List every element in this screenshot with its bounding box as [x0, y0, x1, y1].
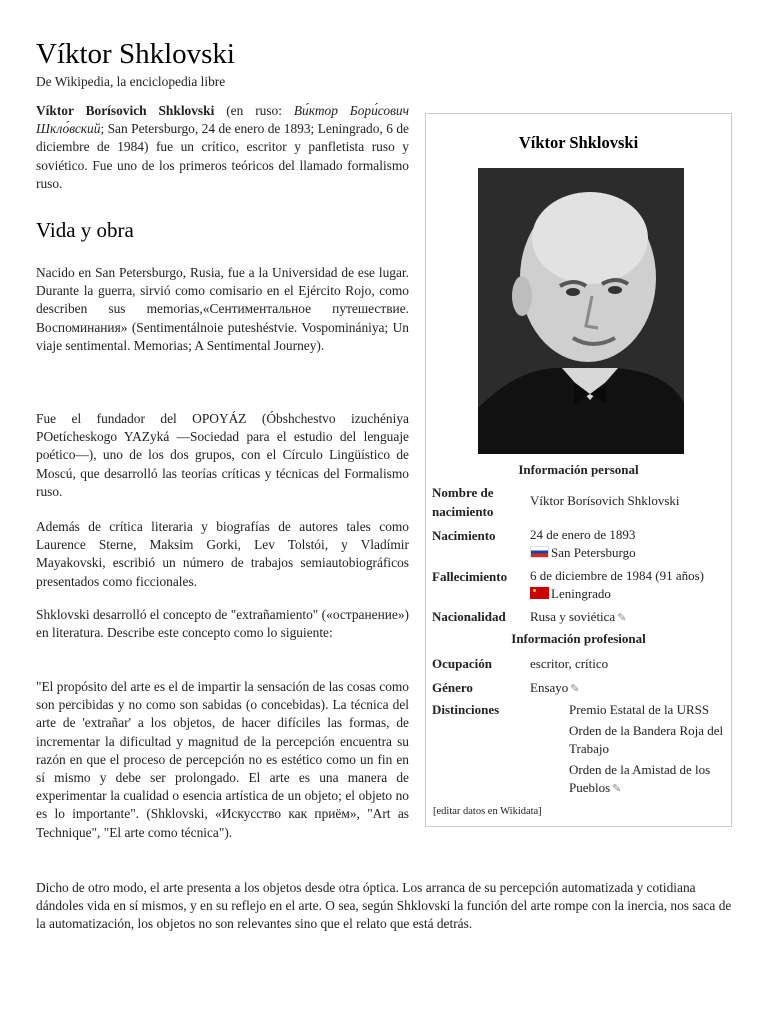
intro-lang-prefix: (en ruso: [214, 103, 294, 118]
award-text[interactable]: Orden de la Amistad de los Pueblos [569, 762, 711, 795]
label-occupation: Ocupación [432, 656, 492, 671]
label-genre: Género [432, 680, 473, 695]
infobox-section-professional: Información profesional [511, 631, 646, 646]
value-birth [530, 526, 726, 562]
pencil-icon[interactable]: ✎ [617, 612, 627, 624]
label-death: Fallecimiento [432, 569, 508, 584]
quote-paragraph: "El propósito del arte es el de impartir la sensación de las cosas como son percibidas y no como son sabidas (o concebidas). La técnica del arte de 'extrañar' a los objetos, de hacer difíciles las formas, de incrementar la dificultad y magnitud de la percepción encuentra su razón en que el proceso de percepción no es estético como un fin en sí mismo y debe ser prolongado. El arte es una manera de experimentar la cualidad o esencia artística de un objeto; el objeto no es lo importante". (Shklovski, «Искусство как приём», "Art as Technique", "El arte como técnica"). [36, 679, 409, 840]
birth-date[interactable]: 24 de enero de 1893 [530, 527, 636, 542]
edit-wikidata-link[interactable]: [editar datos en Wikidata] [433, 806, 542, 817]
portrait-photo-icon [478, 168, 684, 454]
nationality-text[interactable]: Rusa y soviética [530, 609, 616, 624]
intro-subject-name: Víktor Borísovich Shklovski [36, 103, 215, 118]
death-place-row [530, 585, 726, 603]
paragraph-4: Shklovski desarrolló el concepto de "extrañamiento" («остранение») en literatura. Describe este concepto como lo siguiente: [36, 607, 409, 641]
birth-place-row [530, 544, 726, 562]
label-nationality: Nacionalidad [432, 609, 506, 624]
portrait-photo[interactable] [478, 168, 684, 454]
page-subtitle: De Wikipedia, la enciclopedia libre [36, 74, 226, 89]
paragraph-6: Dicho de otro modo, el arte presenta a los objetos desde otra óptica. Los arranca de su percepción automatizada y cotidiana dándoles vida en sí mismos, y en su reflejo en el arte. O sea, según Shklovski la función del arte rompe con la inercia, nos saca de la automatización, los objetos no son relevantes sino que el relato que está detrás. [36, 880, 732, 932]
page-title: Víktor Shklovski [36, 38, 235, 70]
pencil-icon[interactable]: ✎ [612, 783, 622, 795]
award-item [569, 761, 727, 798]
value-birth-name: Víktor Borísovich Shklovski [530, 493, 680, 508]
value-death [530, 567, 726, 603]
value-awards [569, 701, 727, 798]
infobox [425, 113, 732, 827]
label-birth-name: Nombre de nacimiento [432, 485, 494, 519]
value-genre [530, 679, 726, 698]
death-place[interactable]: Leningrado [551, 586, 611, 601]
section-heading-vida-y-obra: Vida y obra [36, 218, 134, 242]
award-item[interactable]: Premio Estatal de la URSS [569, 702, 710, 717]
value-occupation[interactable]: escritor, crítico [530, 656, 609, 671]
infobox-section-personal: Información personal [518, 462, 639, 477]
birth-place[interactable]: San Petersburgo [551, 545, 636, 560]
intro-paragraph [36, 102, 409, 193]
value-nationality [530, 608, 726, 627]
russia-flag-icon [530, 546, 549, 558]
ussr-flag-icon [530, 587, 549, 599]
infobox-title: Víktor Shklovski [518, 133, 639, 152]
intro-rest: ; San Petersburgo, 24 de enero de 1893; Leningrado, 6 de diciembre de 1984) fue un crítico, escritor y panfletista ruso y soviético. Fue uno de los primeros teóricos del llamado formalismo ruso. [36, 121, 409, 191]
genre-text[interactable]: Ensayo [530, 680, 569, 695]
label-awards: Distinciones [432, 702, 500, 717]
label-birth: Nacimiento [432, 528, 496, 543]
paragraph-2: Fue el fundador del OPOYÁZ (Óbshchestvo izuchéniya POetícheskogo YAZyká —Sociedad para el estudio del lenguaje poético—), uno de los dos grupos, con el Círculo Lingüístico de Moscú, que desarrolló las teorías críticas y técnicas del Formalismo ruso. [36, 411, 409, 499]
intro-russian-name[interactable]: Ви́ктор Бори́сович Шкло́вский [36, 103, 409, 137]
paragraph-3: Además de crítica literaria y biografías de autores tales como Laurence Sterne, Maksim Gorki, Lev Tolstói, y Vladímir Mayakovski, escribió un número de trabajos semiautobiográficos presentados como ficcionales. [36, 519, 409, 589]
death-date[interactable]: 6 de diciembre de 1984 (91 años) [530, 568, 705, 583]
paragraph-1: Nacido en San Petersburgo, Rusia, fue a la Universidad de ese lugar. Durante la guerra, sirvió como comisario en el Ejército Rojo, como describen sus memorias,«Сентиментальное путешествие. Воспоминания» (Sentimentálnoie puteshéstvie. Vospominániya; Un viaje sentimental. Memorias; A Sentimental Journey). [36, 265, 409, 353]
pencil-icon[interactable]: ✎ [570, 683, 580, 695]
award-item[interactable]: Orden de la Bandera Roja del Trabajo [569, 723, 724, 756]
